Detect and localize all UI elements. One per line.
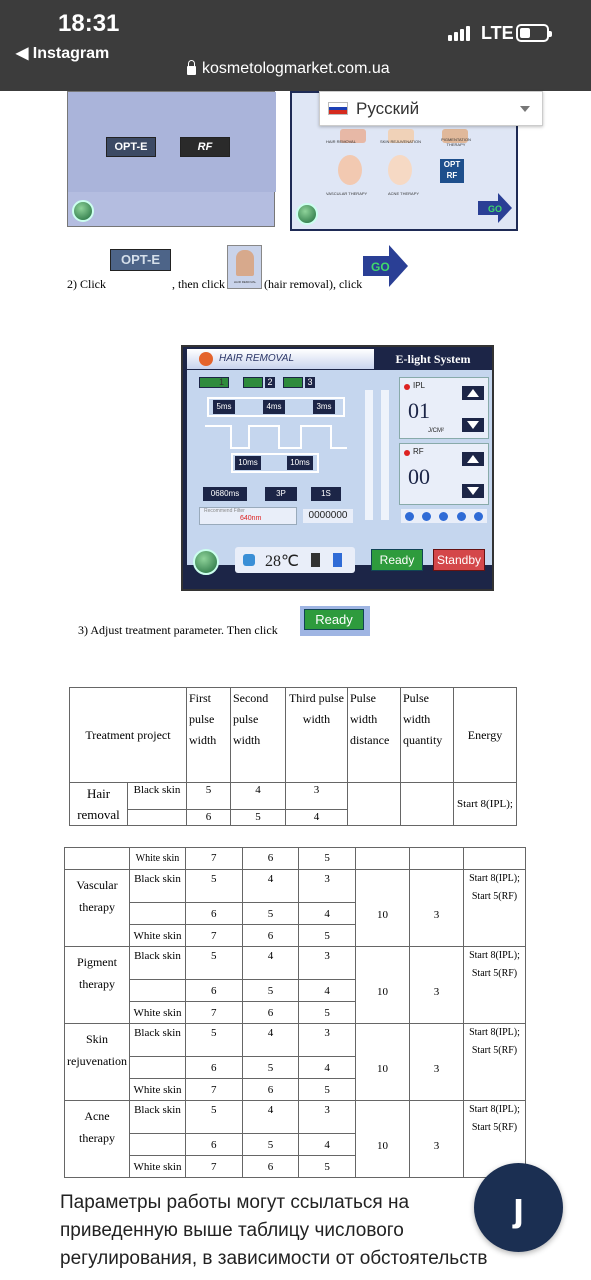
treatment-table-1 bbox=[69, 687, 517, 826]
snowflake-icon bbox=[474, 512, 483, 521]
table-cell: 4 bbox=[242, 870, 299, 903]
table-cell bbox=[400, 783, 453, 826]
ipl-value: 01 bbox=[408, 398, 430, 423]
ready-button[interactable]: Ready bbox=[371, 549, 423, 571]
step2-prefix: 2) Click bbox=[67, 277, 106, 291]
table-cell: 4 bbox=[299, 1057, 356, 1079]
hair-black-skin: Black skin bbox=[128, 783, 187, 810]
rf-label: RF bbox=[413, 447, 424, 456]
step2-then: , then click bbox=[172, 277, 225, 291]
recommend-label: Recommend Filter bbox=[204, 508, 245, 514]
table-row bbox=[65, 1024, 526, 1057]
table-cell bbox=[129, 1134, 185, 1156]
energy: Start 8(IPL); Start 5(RF) bbox=[464, 947, 526, 1024]
pulse-width-3[interactable]: 3ms bbox=[313, 400, 335, 414]
back-circle-icon bbox=[193, 549, 219, 575]
table-cell: 5 bbox=[185, 947, 242, 980]
pulse-distance: 10 bbox=[356, 1024, 410, 1101]
pulse-distance: 10 bbox=[356, 947, 410, 1024]
opt-e-inline-image: OPT-E bbox=[110, 249, 171, 271]
rf-down-button[interactable] bbox=[462, 484, 484, 498]
pulse-delay-1[interactable]: 10ms bbox=[235, 456, 261, 470]
table-cell: 4 bbox=[285, 810, 347, 826]
table-cell: White skin bbox=[129, 1156, 185, 1178]
table-cell: 6 bbox=[242, 1156, 299, 1178]
time-value[interactable]: 1S bbox=[311, 487, 341, 501]
treatment-name: Skin rejuvenation bbox=[65, 1024, 130, 1101]
address-bar[interactable] bbox=[187, 60, 390, 78]
chevron-down-icon bbox=[520, 106, 530, 112]
pulse-distance: 10 bbox=[356, 870, 410, 947]
temperature-value: 28℃ bbox=[265, 553, 299, 570]
table-cell bbox=[129, 980, 185, 1002]
table-cell: 6 bbox=[185, 903, 242, 925]
step3-text: 3) Adjust treatment parameter. Then click bbox=[78, 623, 278, 637]
status-bar bbox=[0, 0, 591, 91]
pulse-quantity: 3 bbox=[410, 1101, 464, 1178]
header-first-pulse: First pulse width bbox=[186, 688, 230, 783]
standby-button[interactable]: Standby bbox=[433, 549, 485, 571]
shot-counter: 0000000 bbox=[303, 509, 353, 523]
vascular-thumb-icon bbox=[338, 155, 362, 185]
hair-removal-inline-icon bbox=[227, 245, 262, 289]
table-cell: 6 bbox=[186, 810, 230, 826]
panel-left-title: HAIR REMOVAL bbox=[219, 353, 295, 364]
table-cell bbox=[129, 1057, 185, 1079]
table-cell: 5 bbox=[242, 980, 299, 1002]
table-cell: Black skin bbox=[129, 947, 185, 980]
table-cell: 6 bbox=[185, 1134, 242, 1156]
network-type: LTE bbox=[481, 23, 514, 43]
table-cell: 7 bbox=[185, 1156, 242, 1178]
header-pulse-distance: Pulse width distance bbox=[347, 688, 400, 783]
table-cell: White skin bbox=[129, 1079, 185, 1101]
table-cell: 3 bbox=[299, 947, 356, 980]
ipl-display bbox=[399, 377, 489, 439]
panel-right-title: E-light System bbox=[374, 349, 492, 369]
mode-1-label: 1 bbox=[219, 377, 225, 387]
opt-e-button-image: OPT-E bbox=[106, 137, 156, 157]
acne-thumb-icon bbox=[388, 155, 412, 185]
table-cell bbox=[356, 848, 410, 870]
table-cell bbox=[464, 848, 526, 870]
table-cell: 3 bbox=[299, 870, 356, 903]
rf-value: 00 bbox=[408, 464, 430, 489]
ipl-dot-icon bbox=[404, 384, 410, 390]
table-cell: 5 bbox=[299, 1156, 356, 1178]
device-screenshot-1 bbox=[67, 91, 275, 227]
chat-button[interactable]: ȷ bbox=[474, 1163, 563, 1252]
table-row bbox=[65, 848, 526, 870]
table-cell: 6 bbox=[242, 1002, 299, 1024]
mode-2-label: 2 bbox=[265, 377, 275, 388]
table-cell: Black skin bbox=[129, 1024, 185, 1057]
energy: Start 8(IPL); Start 5(RF) bbox=[464, 1024, 526, 1101]
table-cell: White skin bbox=[129, 925, 185, 947]
wavelength-value[interactable]: 0680ms bbox=[203, 487, 247, 501]
russia-flag-icon bbox=[328, 102, 348, 115]
table-cell: 6 bbox=[242, 925, 299, 947]
rf-display bbox=[399, 443, 489, 505]
back-to-instagram-link[interactable]: ◀ Instagram bbox=[16, 45, 110, 62]
pulse-width-2[interactable]: 4ms bbox=[263, 400, 285, 414]
mode-3-label: 3 bbox=[305, 377, 315, 388]
hair-removal-logo-icon bbox=[199, 352, 213, 366]
mode-1-indicator bbox=[199, 377, 229, 388]
mode-3-indicator bbox=[283, 377, 303, 388]
header-second-pulse: Second pulse width bbox=[230, 688, 285, 783]
treatment-table-2-viewport bbox=[64, 852, 527, 1173]
table-cell: 6 bbox=[185, 1057, 242, 1079]
temperature-icon bbox=[243, 554, 255, 566]
table-cell: White skin bbox=[129, 1002, 185, 1024]
menu-label-skin: SKIN REJUVENATION bbox=[380, 139, 422, 144]
cooling-indicators bbox=[401, 509, 487, 523]
table-cell: 6 bbox=[185, 980, 242, 1002]
table-cell: 4 bbox=[230, 783, 285, 810]
table-cell bbox=[65, 848, 130, 870]
table-cell: 5 bbox=[299, 925, 356, 947]
table-cell: 4 bbox=[299, 903, 356, 925]
pulse-quantity: 3 bbox=[410, 1024, 464, 1101]
lock-icon bbox=[187, 66, 196, 75]
step2-hair: (hair removal), click bbox=[264, 277, 363, 291]
pulse-distance: 10 bbox=[356, 1101, 410, 1178]
language-label: Русский bbox=[356, 98, 420, 118]
table-cell: 7 bbox=[185, 848, 242, 870]
language-select[interactable] bbox=[319, 91, 543, 126]
table-cell: 5 bbox=[299, 848, 356, 870]
table-cell: 7 bbox=[185, 1079, 242, 1101]
treatment-table-2 bbox=[64, 847, 526, 1178]
table-cell: 5 bbox=[242, 903, 299, 925]
hair-removal-label: Hair removal bbox=[70, 783, 128, 826]
rf-dot-icon bbox=[404, 450, 410, 456]
table-cell: 5 bbox=[185, 870, 242, 903]
back-circle-icon bbox=[72, 200, 94, 222]
snowflake-icon bbox=[405, 512, 414, 521]
table-cell: 5 bbox=[186, 783, 230, 810]
go-label: GO bbox=[488, 204, 503, 214]
header-energy: Energy bbox=[453, 688, 516, 783]
handpiece-icon bbox=[311, 553, 320, 567]
table-cell: 3 bbox=[299, 1024, 356, 1057]
header-third-pulse: Third pulse width bbox=[285, 688, 347, 783]
ipl-up-button[interactable] bbox=[462, 386, 484, 400]
table-cell: 5 bbox=[299, 1079, 356, 1101]
pulse-delay-2[interactable]: 10ms bbox=[287, 456, 313, 470]
ipl-down-button[interactable] bbox=[462, 418, 484, 432]
table-cell bbox=[128, 810, 187, 826]
ipl-label: IPL bbox=[413, 381, 426, 390]
treatment-name: Pigment therapy bbox=[65, 947, 130, 1024]
snowflake-icon bbox=[439, 512, 448, 521]
opt-rf-icon: OPT RF bbox=[440, 159, 464, 183]
menu-label-acne: ACNE THERAPY bbox=[388, 191, 420, 196]
table-cell: White skin bbox=[129, 848, 185, 870]
signal-icon bbox=[448, 26, 470, 41]
pulse-quantity: 3 bbox=[410, 870, 464, 947]
pulse-waveform bbox=[205, 422, 347, 452]
energy: Start 8(IPL); Start 5(RF) bbox=[464, 870, 526, 947]
level-bar-1 bbox=[365, 390, 373, 520]
table-row bbox=[65, 1101, 526, 1134]
inline-icon-caption: HAIR REMOVAL bbox=[233, 280, 257, 284]
rf-button-image: RF bbox=[180, 137, 230, 157]
battery-icon bbox=[516, 24, 549, 42]
table-cell: 4 bbox=[242, 1101, 299, 1134]
menu-label-pigment: PIGMENTATION THERAPY bbox=[441, 137, 471, 147]
table-cell: 4 bbox=[299, 1134, 356, 1156]
table-cell bbox=[410, 848, 464, 870]
ready-inline-label: Ready bbox=[304, 609, 364, 630]
table-cell: Black skin bbox=[129, 870, 185, 903]
hair-energy: Start 8(IPL); bbox=[453, 783, 516, 826]
table-cell bbox=[347, 783, 400, 826]
elight-panel-screenshot bbox=[181, 345, 494, 591]
menu-label-hair: HAIR REMOVAL bbox=[326, 139, 356, 144]
treatment-name: Vascular therapy bbox=[65, 870, 130, 947]
table-cell: 5 bbox=[185, 1024, 242, 1057]
menu-label-vascular: VASCULAR THERAPY bbox=[326, 191, 368, 196]
water-icon bbox=[333, 553, 342, 567]
header-pulse-quantity: Pulse width quantity bbox=[400, 688, 453, 783]
table-cell: 3 bbox=[299, 1101, 356, 1134]
pulse-count-value[interactable]: 3P bbox=[265, 487, 297, 501]
ipl-unit: J/CM² bbox=[428, 428, 444, 434]
table-cell: 7 bbox=[185, 925, 242, 947]
table-row bbox=[65, 947, 526, 980]
table-cell: 5 bbox=[242, 1134, 299, 1156]
go-inline-label: GO bbox=[371, 260, 390, 274]
go-arrow-icon bbox=[478, 193, 514, 223]
mode-2-indicator bbox=[243, 377, 263, 388]
energy: Start 8(IPL); Start 5(RF) bbox=[464, 1101, 526, 1178]
table-cell: 5 bbox=[185, 1101, 242, 1134]
recommend-value: 640nm bbox=[240, 515, 262, 522]
table-cell: 5 bbox=[299, 1002, 356, 1024]
table-cell: 5 bbox=[230, 810, 285, 826]
ready-inline-image bbox=[300, 606, 370, 636]
table-cell: 4 bbox=[242, 947, 299, 980]
pulse-width-1[interactable]: 5ms bbox=[213, 400, 235, 414]
table-cell: Black skin bbox=[129, 1101, 185, 1134]
url-text: kosmetologmarket.com.ua bbox=[202, 60, 390, 77]
table-cell: 6 bbox=[242, 1079, 299, 1101]
table-cell bbox=[129, 903, 185, 925]
back-circle-icon bbox=[296, 203, 318, 225]
rf-up-button[interactable] bbox=[462, 452, 484, 466]
snowflake-icon bbox=[457, 512, 466, 521]
header-treatment-project: Treatment project bbox=[70, 688, 187, 783]
table-cell: 4 bbox=[299, 980, 356, 1002]
snowflake-icon bbox=[422, 512, 431, 521]
table-cell: 4 bbox=[242, 1024, 299, 1057]
treatment-name: Acne therapy bbox=[65, 1101, 130, 1178]
table-row bbox=[65, 870, 526, 903]
table-cell: 3 bbox=[285, 783, 347, 810]
table-cell: 6 bbox=[242, 848, 299, 870]
clock: 18:31 bbox=[58, 10, 120, 37]
table-cell: 5 bbox=[242, 1057, 299, 1079]
pulse-quantity: 3 bbox=[410, 947, 464, 1024]
description-paragraph: Параметры работы могут ссылаться на приведенную выше таблицу числового регулирования, в зависимости от обстоятельств bbox=[60, 1192, 488, 1269]
table-cell: 7 bbox=[185, 1002, 242, 1024]
level-bar-2 bbox=[381, 390, 389, 520]
go-inline-icon bbox=[363, 245, 409, 287]
recommend-filter-box bbox=[199, 507, 297, 525]
temperature-bar bbox=[235, 547, 355, 573]
